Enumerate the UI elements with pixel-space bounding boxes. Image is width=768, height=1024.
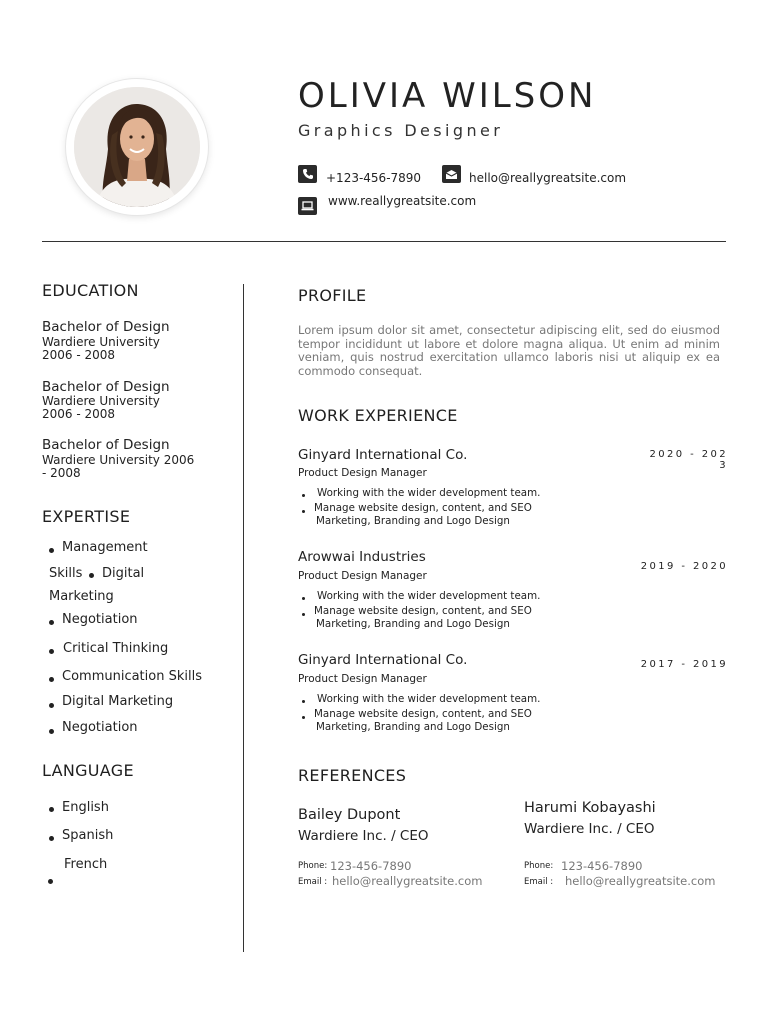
expertise-item: Communication Skills bbox=[62, 669, 202, 684]
education-degree: Bachelor of Design bbox=[42, 379, 170, 395]
bullet-dot bbox=[302, 510, 305, 513]
website-link[interactable]: www.reallygreatsite.com bbox=[328, 194, 477, 208]
job-years: 2020 - 202 bbox=[649, 449, 728, 460]
profile-heading: PROFILE bbox=[298, 286, 367, 305]
reference-phone-label: Phone: bbox=[524, 861, 554, 871]
job-years: 2017 - 2019 bbox=[640, 659, 728, 670]
reference-email[interactable]: hello@reallygreatsite.com bbox=[332, 874, 483, 888]
bullet-dot bbox=[48, 879, 53, 884]
reference-name: Bailey Dupont bbox=[298, 807, 401, 823]
bullet-dot bbox=[49, 729, 54, 734]
job-years: 3 bbox=[719, 460, 728, 471]
expertise-item: Digital bbox=[102, 566, 145, 581]
job-years: 2019 - 2020 bbox=[640, 561, 728, 572]
bullet-dot bbox=[302, 716, 305, 719]
language-heading: LANGUAGE bbox=[42, 761, 134, 780]
expertise-item: Negotiation bbox=[62, 720, 138, 735]
phone-icon bbox=[298, 165, 317, 183]
job-duty: Manage website design, content, and SEO bbox=[314, 708, 532, 720]
education-school: Wardiere University bbox=[42, 394, 160, 408]
bullet-dot bbox=[49, 620, 54, 625]
expertise-item: Marketing bbox=[49, 589, 114, 604]
reference-email-label: Email : bbox=[298, 877, 328, 887]
reference-org: Wardiere Inc. / CEO bbox=[524, 821, 655, 837]
job-duty: Marketing, Branding and Logo Design bbox=[316, 515, 510, 527]
column-divider bbox=[243, 284, 244, 952]
reference-org: Wardiere Inc. / CEO bbox=[298, 828, 429, 844]
job-duty: Marketing, Branding and Logo Design bbox=[316, 721, 510, 733]
education-years: 2006 - 2008 bbox=[42, 348, 116, 362]
expertise-heading: EXPERTISE bbox=[42, 507, 131, 526]
job-duty: Working with the wider development team. bbox=[317, 693, 541, 705]
expertise-item: Skills bbox=[49, 566, 83, 581]
job-role: Product Design Manager bbox=[298, 570, 427, 582]
candidate-name: OLIVIA WILSON bbox=[298, 76, 597, 116]
reference-phone-label: Phone: bbox=[298, 861, 328, 871]
bullet-dot bbox=[49, 677, 54, 682]
education-degree: Bachelor of Design bbox=[42, 437, 170, 453]
bullet-dot bbox=[49, 649, 54, 654]
education-heading: EDUCATION bbox=[42, 281, 139, 300]
profile-text: Lorem ipsum dolor sit amet, consectetur adipiscing elit, sed do eiusmod tempor incididunt ut labore et dolore magna aliqua. Ut enim ad minim veniam, quis nostrud exercitation ullamco laboris nisi ut aliquip ex ea commodo consequat. bbox=[298, 323, 720, 378]
job-duty: Working with the wider development team. bbox=[317, 487, 541, 499]
bullet-dot bbox=[49, 548, 54, 553]
job-role: Product Design Manager bbox=[298, 467, 427, 479]
bullet-dot bbox=[49, 836, 54, 841]
expertise-item: Management bbox=[62, 540, 148, 555]
bullet-dot bbox=[89, 573, 94, 578]
job-company: Ginyard International Co. bbox=[298, 652, 468, 668]
job-duty: Manage website design, content, and SEO bbox=[314, 605, 532, 617]
mail-icon bbox=[442, 165, 461, 183]
reference-phone[interactable]: 123-456-7890 bbox=[330, 859, 412, 873]
expertise-item: Negotiation bbox=[62, 612, 138, 627]
job-duty: Manage website design, content, and SEO bbox=[314, 502, 532, 514]
language-item: English bbox=[62, 800, 109, 815]
job-role: Product Design Manager bbox=[298, 673, 427, 685]
email-link[interactable]: hello@reallygreatsite.com bbox=[469, 171, 627, 185]
bullet-dot bbox=[302, 597, 305, 600]
education-degree: Bachelor of Design bbox=[42, 319, 170, 335]
expertise-item: Critical Thinking bbox=[63, 641, 169, 656]
work-heading: WORK EXPERIENCE bbox=[298, 406, 458, 425]
reference-email[interactable]: hello@reallygreatsite.com bbox=[565, 874, 716, 888]
job-company: Arowwai Industries bbox=[298, 549, 426, 565]
candidate-title: Graphics Designer bbox=[298, 121, 504, 140]
header-divider bbox=[42, 241, 726, 242]
expertise-item: Digital Marketing bbox=[62, 694, 174, 709]
job-duty: Marketing, Branding and Logo Design bbox=[316, 618, 510, 630]
phone-number[interactable]: +123-456-7890 bbox=[326, 171, 422, 185]
job-company: Ginyard International Co. bbox=[298, 447, 468, 463]
bullet-dot bbox=[302, 700, 305, 703]
reference-name: Harumi Kobayashi bbox=[524, 800, 656, 816]
bullet-dot bbox=[49, 807, 54, 812]
education-school: Wardiere University bbox=[42, 335, 160, 349]
reference-email-label: Email : bbox=[524, 877, 554, 887]
education-school: Wardiere University 2006 bbox=[42, 453, 195, 467]
bullet-dot bbox=[302, 613, 305, 616]
reference-phone[interactable]: 123-456-7890 bbox=[561, 859, 643, 873]
bullet-dot bbox=[49, 703, 54, 708]
bullet-dot bbox=[302, 494, 305, 497]
education-years: - 2008 bbox=[42, 466, 81, 480]
references-heading: REFERENCES bbox=[298, 766, 407, 785]
profile-photo bbox=[74, 87, 200, 207]
language-item: French bbox=[64, 857, 108, 872]
laptop-icon bbox=[298, 197, 317, 215]
job-duty: Working with the wider development team. bbox=[317, 590, 541, 602]
language-item: Spanish bbox=[62, 828, 114, 843]
education-years: 2006 - 2008 bbox=[42, 407, 116, 421]
